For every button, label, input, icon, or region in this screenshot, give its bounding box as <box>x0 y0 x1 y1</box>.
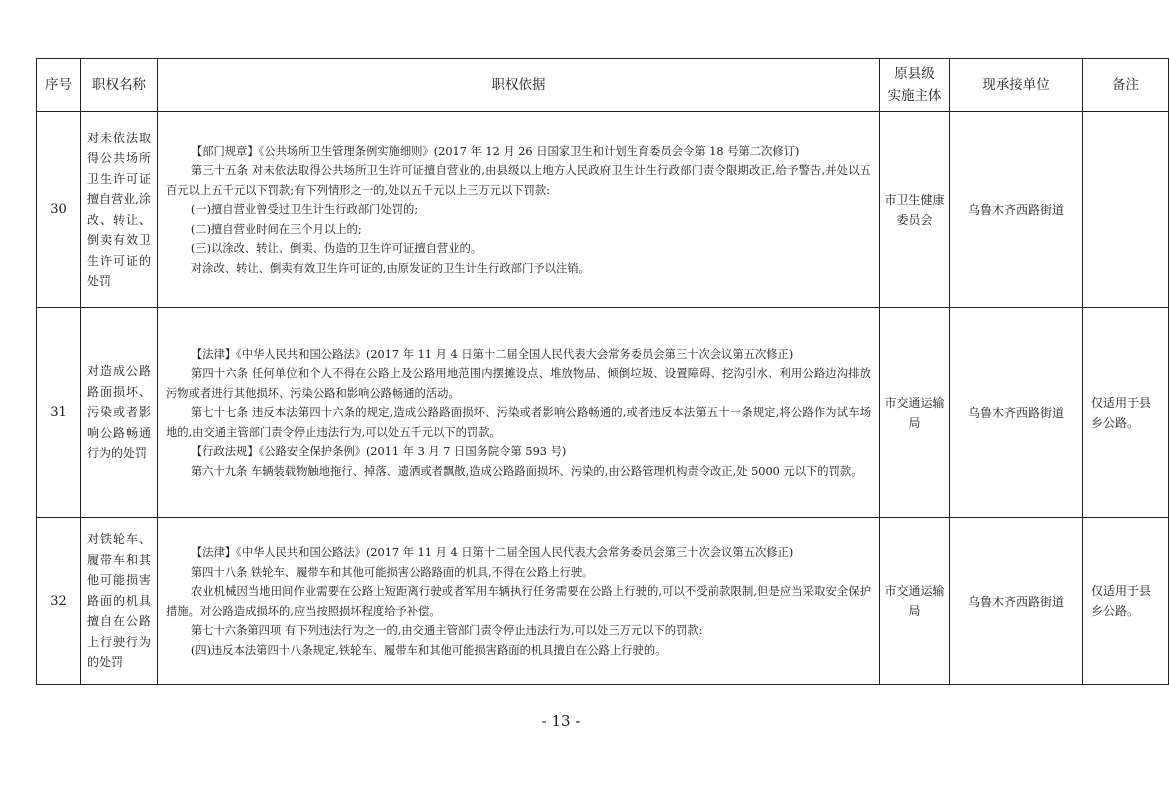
table-row <box>37 518 1169 685</box>
row-basis <box>158 112 880 308</box>
row-seq: 32 <box>37 518 81 685</box>
header-name: 职权名称 <box>81 59 158 112</box>
basis-paragraph: 第三十五条 对未依法取得公共场所卫生许可证擅自营业的,由县级以上地方人民政府卫生计生行政部门责令限期改正,给予警告,并处以五百元以上五千元以下罚款;有下列情形之一的,处以五千元以上三万元以下罚款: <box>166 164 871 197</box>
basis-paragraph: 第六十九条 车辆装载物触地拖行、掉落、遗洒或者飘散,造成公路路面损坏、污染的,由公路管理机构责令改正,处 5000 元以下的罚款。 <box>190 464 863 478</box>
header-subject-line2: 实施主体 <box>887 88 942 104</box>
basis-paragraph: (二)擅自营业时间在三个月以上的; <box>190 222 362 236</box>
table-row <box>37 112 1169 308</box>
row-basis <box>158 518 880 685</box>
row-remark <box>1083 112 1169 308</box>
row-remark: 仅适用于县乡公路。 <box>1083 518 1169 685</box>
row-subject: 市交通运输局 <box>880 308 950 518</box>
row-basis <box>158 308 880 518</box>
basis-paragraph: (三)以涂改、转让、倒卖、伪造的卫生许可证擅自营业的。 <box>190 242 483 256</box>
basis-paragraph: (四)违反本法第四十八条规定,铁轮车、履带车和其他可能损害路面的机具擅自在公路上行驶的。 <box>190 643 667 657</box>
header-subject <box>880 59 950 112</box>
row-remark: 仅适用于县乡公路。 <box>1083 308 1169 518</box>
page-number: - 13 - <box>541 712 581 730</box>
basis-paragraph: (一)擅自营业曾受过卫生计生行政部门处罚的; <box>190 203 419 217</box>
header-subject-line1: 原县级 <box>894 66 935 82</box>
row-unit: 乌鲁木齐西路街道 <box>950 112 1083 308</box>
row-name: 对未依法取得公共场所卫生许可证擅自营业,涂改、转让、倒卖有效卫生许可证的处罚 <box>81 112 158 308</box>
header-basis: 职权依据 <box>158 59 880 112</box>
table-row <box>37 308 1169 518</box>
header-seq: 序号 <box>37 59 81 112</box>
basis-paragraph: 农业机械因当地田间作业需要在公路上短距离行驶或者军用车辆执行任务需要在公路上行驶的,可以不受前款限制,但是应当采取安全保护措施。对公路造成损坏的,应当按照损坏程度给予补偿。 <box>166 585 871 618</box>
basis-paragraph: 第四十八条 铁轮车、履带车和其他可能损害公路路面的机具,不得在公路上行驶。 <box>190 565 594 579</box>
basis-paragraph: 【法律】《中华人民共和国公路法》(2017 年 11 月 4 日第十二届全国人民代表大会常务委员会第三十次会议第五次修正) <box>190 546 794 559</box>
header-remark: 备注 <box>1083 59 1169 112</box>
authority-table <box>36 58 1169 685</box>
row-subject: 市卫生健康委员会 <box>880 112 950 308</box>
basis-paragraph: 第四十六条 任何单位和个人不得在公路上及公路用地范围内摆摊设点、堆放物品、倾倒垃圾、设置障碍、挖沟引水、利用公路边沟排放污物或者进行其他损坏、污染公路和影响公路畅通的活动。 <box>166 367 871 400</box>
row-seq: 30 <box>37 112 81 308</box>
header-row <box>37 59 1169 112</box>
header-unit: 现承接单位 <box>950 59 1083 112</box>
row-seq: 31 <box>37 308 81 518</box>
row-unit: 乌鲁木齐西路街道 <box>950 308 1083 518</box>
basis-paragraph: 【法律】《中华人民共和国公路法》(2017 年 11 月 4 日第十二届全国人民代表大会常务委员会第三十次会议第五次修正) <box>190 347 794 361</box>
basis-paragraph: 第七十六条第四项 有下列违法行为之一的,由交通主管部门责令停止违法行为,可以处三万元以下的罚款: <box>190 624 703 637</box>
basis-paragraph: 【行政法规】《公路安全保护条例》(2011 年 3 月 7 日国务院令第 593 号) <box>190 445 567 459</box>
row-name: 对造成公路路面损坏、污染或者影响公路畅通行为的处罚 <box>81 308 158 518</box>
basis-paragraph: 第七十七条 违反本法第四十六条的规定,造成公路路面损坏、污染或者影响公路畅通的,或者违反本法第五十一条规定,将公路作为试车场地的,由交通主管部门责令停止违法行为,可以处五千元以下的罚款。 <box>166 406 871 439</box>
row-subject: 市交通运输局 <box>880 518 950 685</box>
basis-paragraph: 【部门规章】《公共场所卫生管理条例实施细则》(2017 年 12 月 26 日国家卫生和计划生育委员会令第 18 号第二次修订) <box>190 144 800 158</box>
row-unit: 乌鲁木齐西路街道 <box>950 518 1083 685</box>
row-name: 对铁轮车、履带车和其他可能损害路面的机具擅自在公路上行驶行为的处罚 <box>81 518 158 685</box>
basis-paragraph: 对涂改、转让、倒卖有效卫生许可证的,由原发证的卫生计生行政部门予以注销。 <box>190 261 590 275</box>
